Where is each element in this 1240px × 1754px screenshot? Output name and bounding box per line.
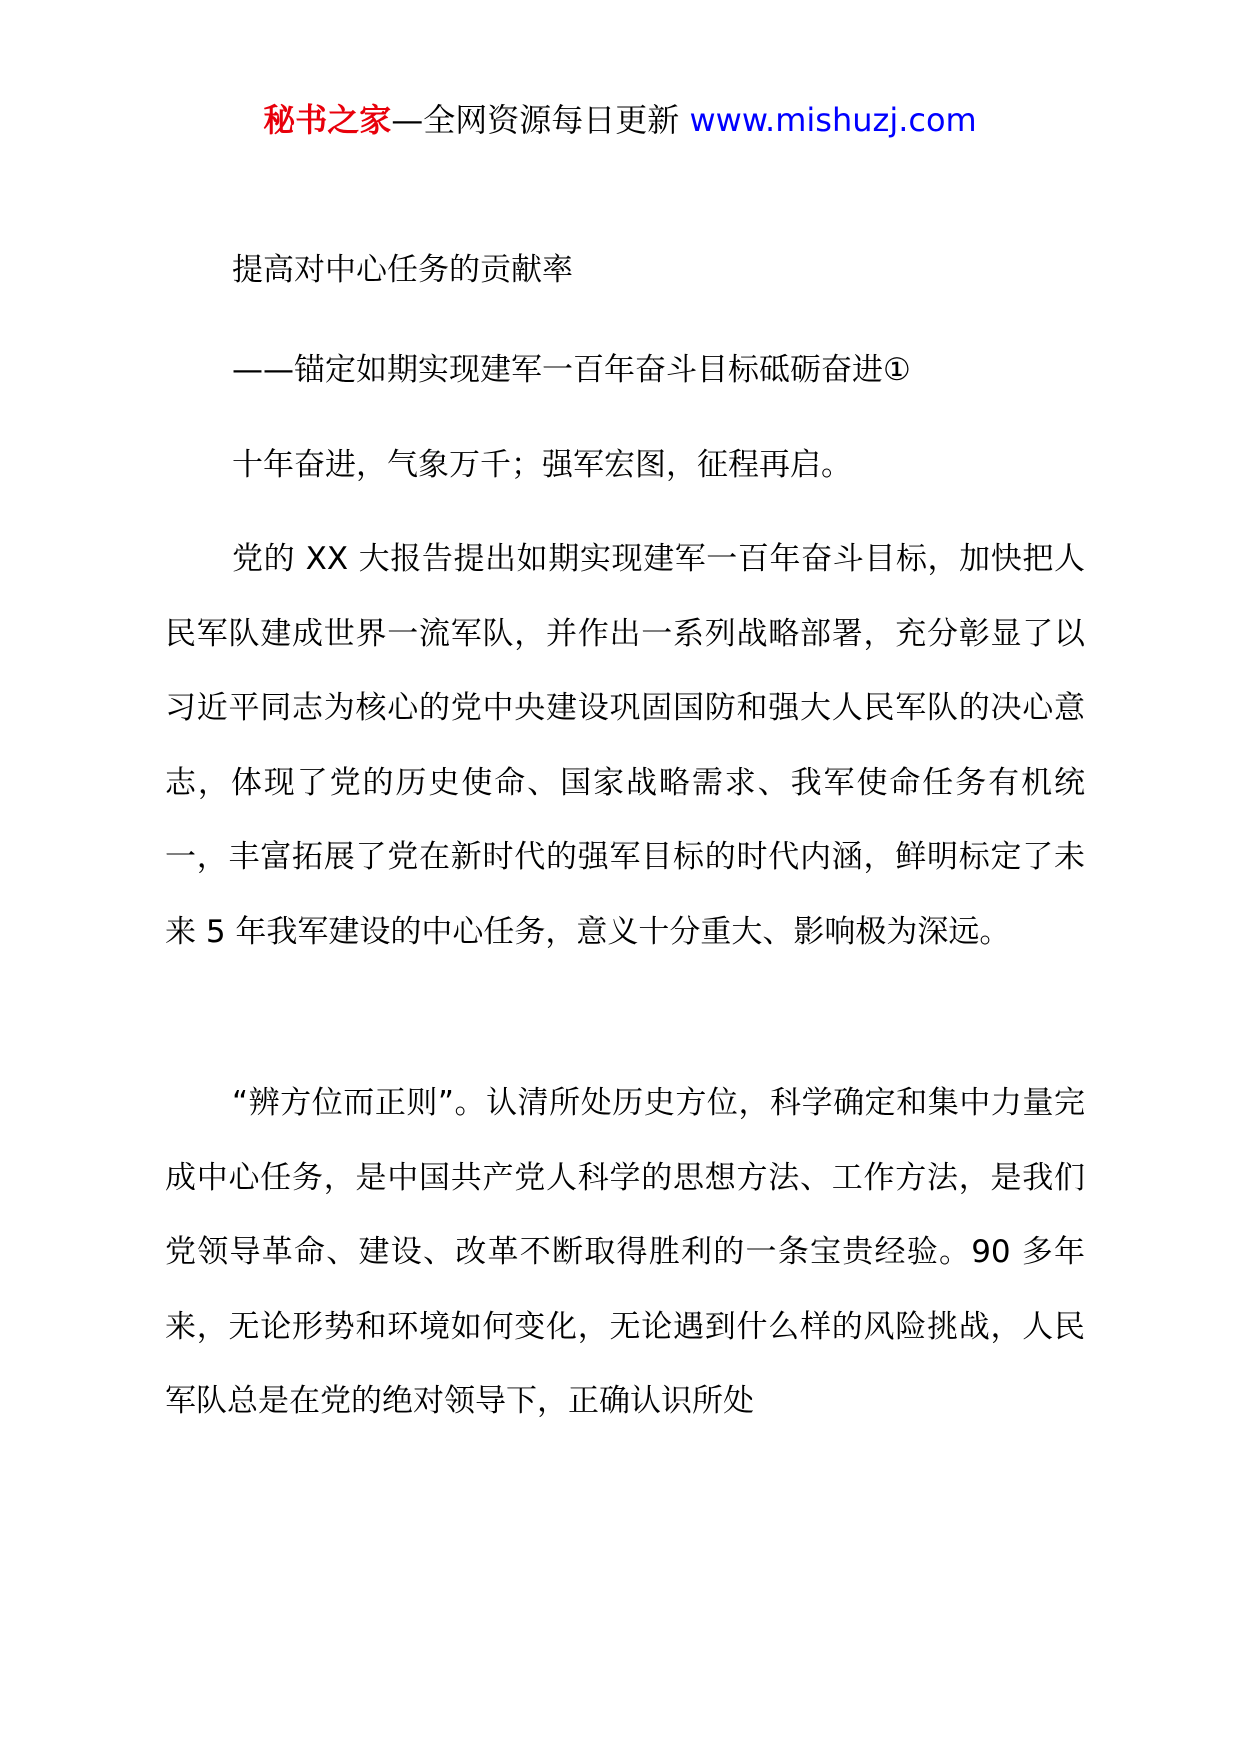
document-title: 提高对中心任务的贡献率 <box>232 252 573 288</box>
site-url-link[interactable]: www.mishuzj.com <box>689 101 977 139</box>
site-header <box>0 100 1240 140</box>
site-name: 秘书之家 <box>263 101 392 139</box>
document-subtitle: ——锚定如期实现建军一百年奋斗目标砥砺奋进① <box>232 352 911 388</box>
body-paragraph: “辨方位而正则”。认清所处历史方位，科学确定和集中力量完成中心任务，是中国共产党人科学的思想方法、工作方法，是我们党领导革命、建设、改革不断取得胜利的一条宝贵经验。90 多年来，无论形势和环境如何变化，无论遇到什么样的风险挑战，人民军队总是在党的绝对领导下，正确认识所处 <box>165 1085 1085 1419</box>
body-paragraph: 党的 XX 大报告提出如期实现建军一百年奋斗目标，加快把人民军队建成世界一流军队，并作出一系列战略部署，充分彰显了以习近平同志为核心的党中央建设巩固国防和强大人民军队的决心意志，体现了党的历史使命、国家战略需求、我军使命任务有机统一，丰富拓展了党在新时代的强军目标的时代内涵，鲜明标定了未来 5 年我军建设的中心任务，意义十分重大、影响极为深远。 <box>165 541 1085 950</box>
lead-sentence: 十年奋进，气象万千；强军宏图，征程再启。 <box>232 447 852 483</box>
site-tagline: —全网资源每日更新 <box>391 101 680 139</box>
